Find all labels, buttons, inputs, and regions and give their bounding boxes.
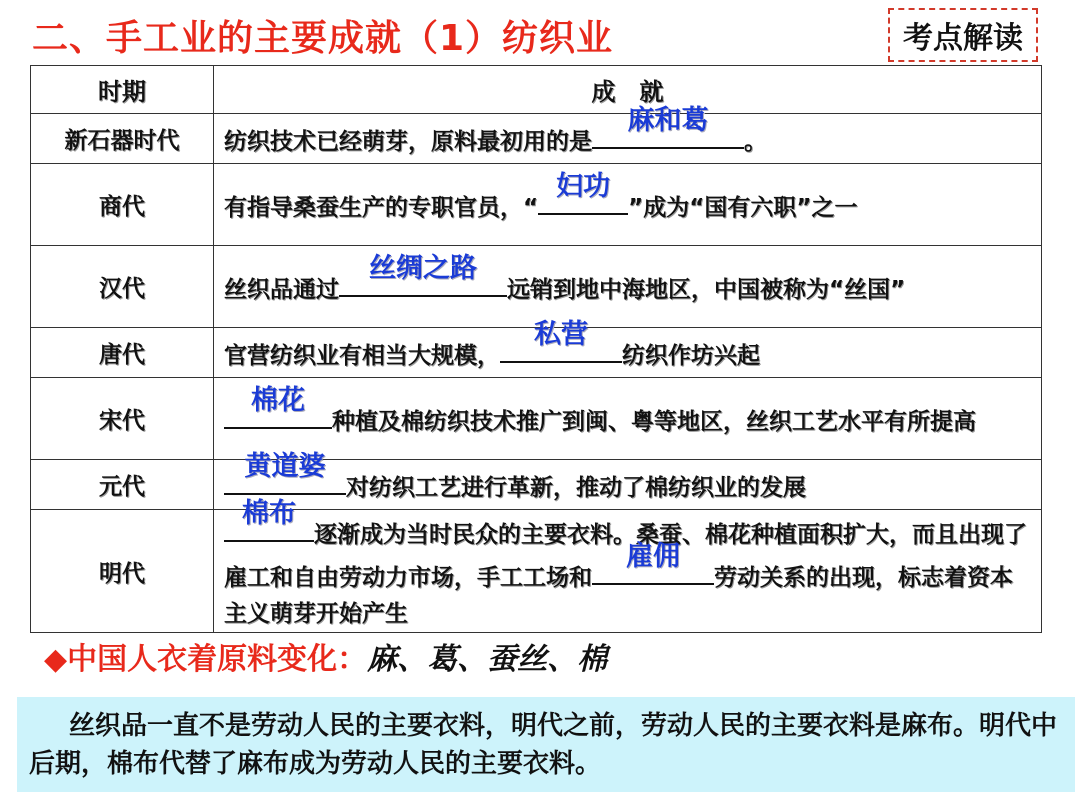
answer-blank <box>224 451 346 495</box>
period-cell: 新石器时代 <box>31 114 214 164</box>
answer-text: 棉布 <box>242 498 296 529</box>
textile-achievements-table <box>30 65 1042 633</box>
answer-blank <box>592 105 744 149</box>
achievement-cell: 棉布 逐渐成为当时民众的主要衣料。桑蚕、棉花种植面积扩大，而且出现了雇工和自由劳动力市场，手工工场和 雇佣 劳动关系的出现，标志着资本主义萌芽开始产生 <box>214 510 1042 633</box>
header-achievement: 成 就 <box>214 66 1042 114</box>
period-cell: 汉代 <box>31 246 214 328</box>
answer-text: 丝绸之路 <box>369 253 477 284</box>
answer-text: 私营 <box>534 319 588 350</box>
table-row <box>31 460 1042 510</box>
answer-text: 黄道婆 <box>244 451 326 482</box>
table-row <box>31 164 1042 246</box>
answer-blank <box>538 171 628 215</box>
table-row <box>31 510 1042 633</box>
period-cell: 商代 <box>31 164 214 246</box>
summary-note: 丝织品一直不是劳动人民的主要衣料，明代之前，劳动人民的主要衣料是麻布。明代中后期，棉布代替了麻布成为劳动人民的主要衣料。 <box>17 697 1075 792</box>
change-value: 麻、葛、蚕丝、棉 <box>367 642 608 677</box>
achievement-cell: 有指导桑蚕生产的专职官员，“ 妇功 ”成为“国有六职”之一 <box>214 164 1042 246</box>
change-label: ◆中国人衣着原料变化： <box>44 642 368 677</box>
achievement-cell: 黄道婆 对纺织工艺进行革新，推动了棉纺织业的发展 <box>214 460 1042 510</box>
table-row <box>31 114 1042 164</box>
answer-blank <box>592 541 714 585</box>
answer-text: 妇功 <box>556 171 611 202</box>
header-period: 时期 <box>31 66 214 114</box>
period-cell: 唐代 <box>31 328 214 378</box>
exam-point-badge: 考点解读 <box>888 8 1038 62</box>
table-header-row <box>31 66 1042 114</box>
answer-blank <box>500 319 622 363</box>
table-row <box>31 378 1042 460</box>
answer-blank <box>224 498 314 542</box>
answer-text: 棉花 <box>251 385 305 416</box>
answer-blank <box>339 253 507 297</box>
achievement-cell: 丝织品通过 丝绸之路 远销到地中海地区，中国被称为“丝国” <box>214 246 1042 328</box>
achievement-cell: 官营纺织业有相当大规模， 私营 纺织作坊兴起 <box>214 328 1042 378</box>
period-cell: 宋代 <box>31 378 214 460</box>
achievement-cell: 纺织技术已经萌芽，原料最初用的是 麻和葛 。 <box>214 114 1042 164</box>
answer-text: 麻和葛 <box>627 105 709 136</box>
slide-title: 二、手工业的主要成就（1）纺织业 <box>32 18 614 59</box>
table-row <box>31 328 1042 378</box>
clothing-material-change <box>44 634 607 678</box>
answer-blank <box>224 385 332 429</box>
table-row <box>31 246 1042 328</box>
answer-text: 雇佣 <box>626 541 680 572</box>
period-cell: 明代 <box>31 510 214 633</box>
achievement-cell: 棉花 种植及棉纺织技术推广到闽、粤等地区，丝织工艺水平有所提高 <box>214 378 1042 460</box>
period-cell: 元代 <box>31 460 214 510</box>
